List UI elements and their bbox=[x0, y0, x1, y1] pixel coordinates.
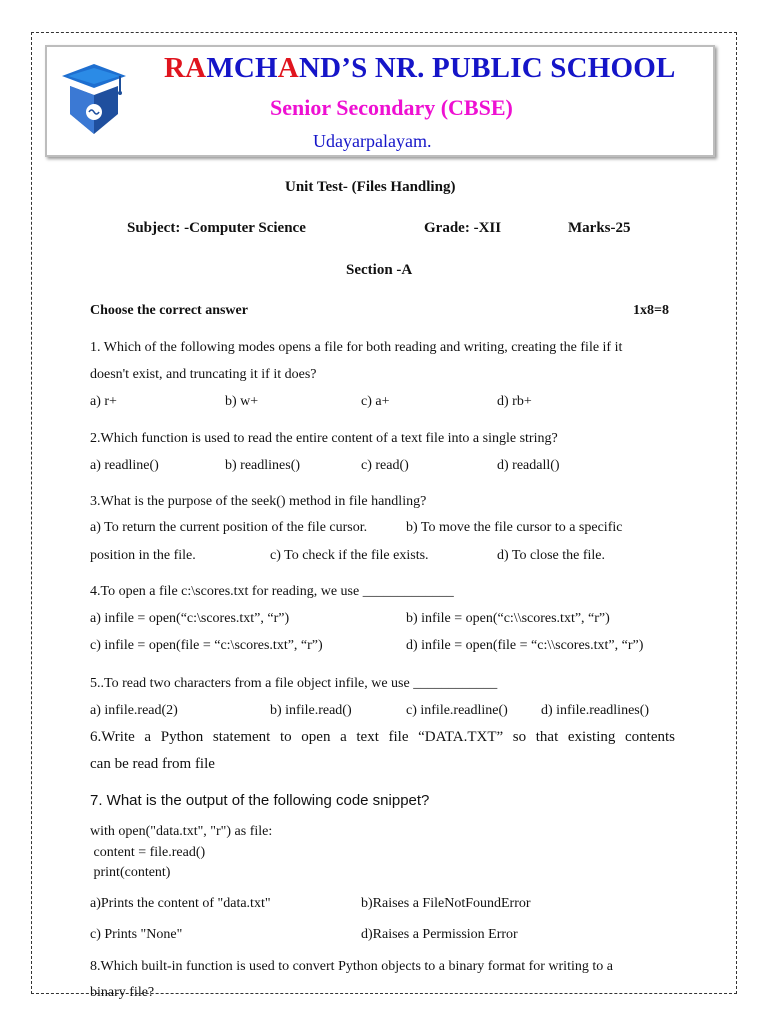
section-heading: Section -A bbox=[346, 262, 413, 278]
instructions-text: Choose the correct answer bbox=[90, 303, 248, 318]
question-3-option-b: b) To move the file cursor to a specific bbox=[406, 520, 623, 535]
question-3-option-b-cont: position in the file. bbox=[90, 548, 196, 563]
question-2-text: 2.Which function is used to read the entire content of a text file into a single string? bbox=[90, 431, 558, 446]
question-1-option-a: a) r+ bbox=[90, 394, 117, 409]
question-1-option-b: b) w+ bbox=[225, 394, 259, 409]
code-line-2: content = file.read() bbox=[90, 845, 206, 860]
question-3-text: 3.What is the purpose of the seek() method in file handling? bbox=[90, 494, 427, 509]
question-5-text: 5..To read two characters from a file object infile, we use ____________ bbox=[90, 676, 498, 691]
question-1-line-1: 1. Which of the following modes opens a file for both reading and writing, creating the file if it bbox=[90, 340, 623, 355]
school-logo-icon bbox=[60, 62, 128, 136]
question-1-option-c: c) a+ bbox=[361, 394, 390, 409]
exam-subject: Subject: -Computer Science bbox=[127, 220, 306, 236]
question-2-option-b: b) readlines() bbox=[225, 458, 301, 473]
question-4-option-a: a) infile = open(“c:\scores.txt”, “r”) bbox=[90, 611, 290, 626]
school-subtitle: Senior Secondary (CBSE) bbox=[270, 95, 513, 120]
school-town: Udayarpalayam. bbox=[313, 131, 432, 151]
code-line-1: with open("data.txt", "r") as file: bbox=[90, 824, 273, 839]
question-6-line-1: 6.Write a Python statement to open a text file “DATA.TXT” so that existing contents bbox=[90, 729, 675, 745]
question-7-option-c: c) Prints "None" bbox=[90, 927, 183, 942]
question-2-option-d: d) readall() bbox=[497, 458, 560, 473]
question-5-option-d: d) infile.readlines() bbox=[541, 703, 650, 718]
question-5-option-c: c) infile.readline() bbox=[406, 703, 508, 718]
question-3-option-d: d) To close the file. bbox=[497, 548, 606, 563]
question-8-line-2: binary file? bbox=[90, 985, 155, 1000]
question-4-text: 4.To open a file c:\scores.txt for reading, we use _____________ bbox=[90, 584, 454, 599]
question-1-line-2: doesn't exist, and truncating it if it does? bbox=[90, 367, 317, 382]
question-1-option-d: d) rb+ bbox=[497, 394, 532, 409]
question-2-option-c: c) read() bbox=[361, 458, 409, 473]
instructions-marks: 1x8=8 bbox=[633, 303, 669, 318]
question-5-option-a: a) infile.read(2) bbox=[90, 703, 178, 718]
question-7-text: 7. What is the output of the following code snippet? bbox=[90, 792, 430, 809]
school-name: RAMCHAND’S NR. PUBLIC SCHOOL bbox=[164, 52, 676, 84]
exam-marks: Marks-25 bbox=[568, 220, 631, 236]
exam-title: Unit Test- (Files Handling) bbox=[285, 179, 456, 195]
question-3-option-a: a) To return the current position of the file cursor. bbox=[90, 520, 368, 535]
question-8-line-1: 8.Which built-in function is used to convert Python objects to a binary format for writing to a bbox=[90, 959, 613, 974]
question-4-option-d: d) infile = open(file = “c:\\scores.txt”, “r”) bbox=[406, 638, 644, 653]
question-4-option-c: c) infile = open(file = “c:\scores.txt”, “r”) bbox=[90, 638, 323, 653]
exam-grade: Grade: -XII bbox=[424, 220, 502, 236]
question-6-line-2: can be read from file bbox=[90, 756, 215, 772]
code-line-3: print(content) bbox=[90, 865, 171, 880]
question-7-option-a: a)Prints the content of "data.txt" bbox=[90, 896, 271, 911]
question-2-option-a: a) readline() bbox=[90, 458, 159, 473]
question-5-option-b: b) infile.read() bbox=[270, 703, 352, 718]
question-3-option-c: c) To check if the file exists. bbox=[270, 548, 429, 563]
question-4-option-b: b) infile = open(“c:\\scores.txt”, “r”) bbox=[406, 611, 610, 626]
question-7-option-d: d)Raises a Permission Error bbox=[361, 927, 518, 942]
question-7-option-b: b)Raises a FileNotFoundError bbox=[361, 896, 531, 911]
